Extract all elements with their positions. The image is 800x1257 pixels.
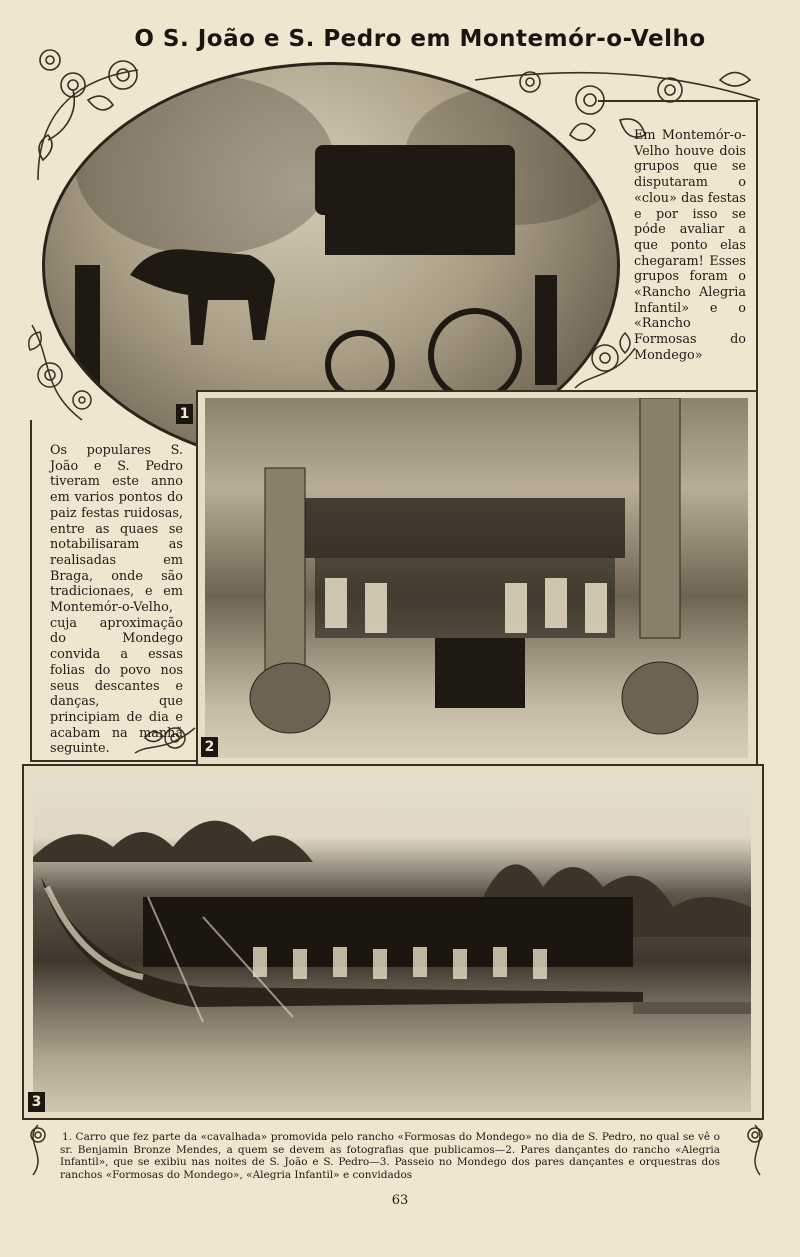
floral-ornament-caption-left <box>18 1120 58 1180</box>
photo-number-2: 2 <box>201 737 218 757</box>
page-title: O S. João e S. Pedro em Montemór-o-Velho <box>134 26 706 52</box>
floral-ornament-caption-right <box>735 1120 775 1180</box>
photo-boat-outing <box>33 777 751 1112</box>
right-column-text: Em Montemór-o-Velho houve dois grupos que se disputaram o «clou» das festas e por isso se póde avaliar a que ponto elas chegaram! Esses grupos foram o «Rancho Alegria Infantil» e o «Rancho Formosas do Mondego» <box>634 128 746 363</box>
photo-caption: 1. Carro que fez parte da «cavalhada» promovida pelo rancho «Formosas do Mondego» no dia de S. Pedro, no qual se vê o sr. Benjamin Bronze Mendes, a quem se devem as fotografias que publicamos—2. Pares dançantes do rancho «Alegria Infantil», que se exibiu nas noites de S. João e S. Pedro—3. Passeio no Mondego dos pares dançantes e orquestras dos ranchos «Formosas do Mondego», «Alegria Infantil» e convidados <box>60 1131 720 1181</box>
page-number: 63 <box>391 1193 409 1208</box>
left-column-text: Os populares S. João e S. Pedro tiveram este anno em varios pontos do paiz festas ruidosas, entre as quaes se notabilisaram as realisadas em Braga, onde são tradicionaes, e em Montemór-o-Velho, cuja aproximação do Mondego convida a essas folias do povo nos seus descantes e danças, que principiam de dia e acabam na manhã seguinte. <box>50 443 183 757</box>
photo-number-1: 1 <box>176 404 193 424</box>
photo-number-3: 3 <box>28 1092 45 1112</box>
photo-dancers-group <box>205 398 748 758</box>
group-illustration <box>205 398 748 758</box>
boat-illustration <box>33 777 751 1112</box>
